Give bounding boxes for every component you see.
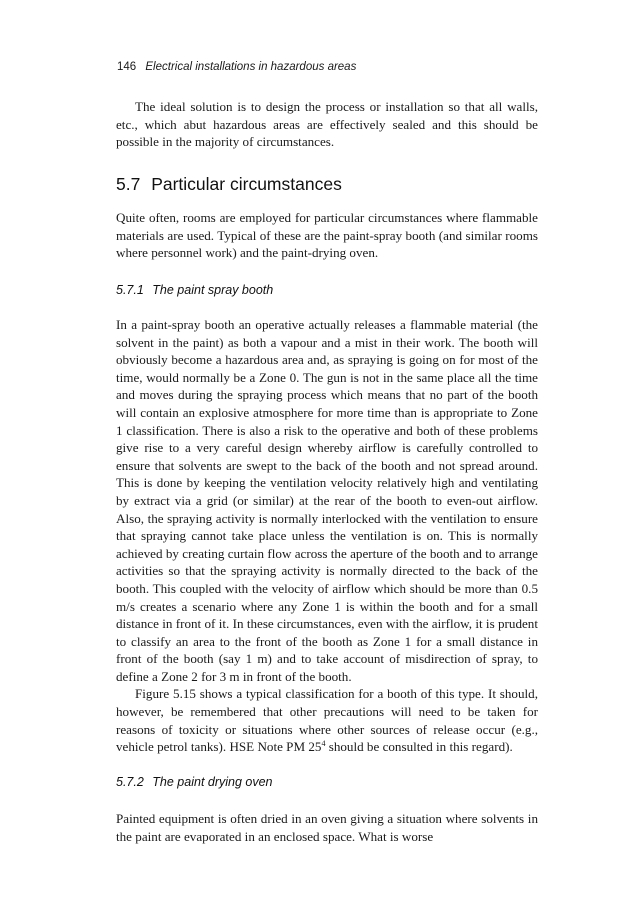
subsection-heading-1 (116, 283, 273, 297)
reference-superscript: 4 (321, 739, 326, 749)
intro-block (116, 98, 538, 151)
section-paragraph: Quite often, rooms are employed for particular circumstances where flammable materials are used. Typical of these are the paint-spray booth (and similar rooms where personnel work) and the paint-drying oven. (116, 210, 538, 261)
subsection-1-number: 5.7.1 (116, 283, 144, 297)
intro-paragraph: The ideal solution is to design the process or installation so that all walls, etc., which abut hazardous areas are effectively sealed and this should be possible in the majority of circumstances. (116, 99, 538, 150)
figure-paragraph-text: Figure 5.15 shows a typical classification for a booth of this type. It should, however, be remembered that other precautions will need to be taken for reasons of toxicity or situations where other sources of release occur (e.g., vehicle petrol tanks). HSE Note PM 25 (116, 686, 538, 755)
drying-oven-paragraph: Painted equipment is often dried in an oven giving a situation where solvents in the paint are evaporated in an enclosed space. What is worse (116, 811, 538, 844)
subsection-1-title: The paint spray booth (152, 283, 274, 297)
spray-booth-paragraph: In a paint-spray booth an operative actually releases a flammable material (the solvent in the paint) as both a vapour and a mist in their work. The booth will obviously become a hazardous area and, as spraying is going on for most of the time, would normally be a Zone 0. The gun is not in the same place all the time and moves during the spraying process which means that no part of the booth will contain an explosive atmosphere for more time than is appropriate to Zone 1 classification. There is also a risk to the operative and both of these problems give rise to a very careful design whereby airflow is carefully controlled to ensure that solvents are swept to the back of the booth and not spread around. This is done by keeping the ventilation velocity relatively high and ventilating by extract via a grid (or similar) at the rear of the booth to even-out airflow. Also, the spraying activity is normally interlocked with the ventilation to ensure that spraying cannot take place unless the ventilation is on. This is normally achieved by creating curtain flow across the aperture of the booth and to arrange activities so that the spraying activity is normally directed to the back of the booth. This coupled with the velocity of airflow which should be more than 0.5 m/s creates a scenario where any Zone 1 is within the booth and for a small distance in front of it. In these circumstances, even with the airflow, it is prudent to classify an area to the front of the booth as Zone 1 for a small distance in front of the booth (say 1 m) and to take account of misdirection of spray, to define a Zone 2 for 3 m in front of the booth. (116, 317, 538, 684)
subsection-2-title: The paint drying oven (152, 775, 273, 789)
section-heading (116, 174, 342, 195)
page-number: 146 (117, 61, 137, 73)
subsection-heading-2 (116, 775, 273, 789)
section-title: Particular circumstances (151, 174, 342, 194)
figure-reference-paragraph (116, 685, 538, 755)
subsection-1-block (116, 316, 538, 756)
running-header (117, 61, 356, 73)
section-number: 5.7 (116, 174, 141, 194)
section-block (116, 209, 538, 262)
subsection-2-block (116, 810, 538, 845)
subsection-2-number: 5.7.2 (116, 775, 144, 789)
figure-paragraph-end: should be consulted in this regard). (325, 739, 513, 755)
running-title: Electrical installations in hazardous areas (145, 61, 357, 73)
